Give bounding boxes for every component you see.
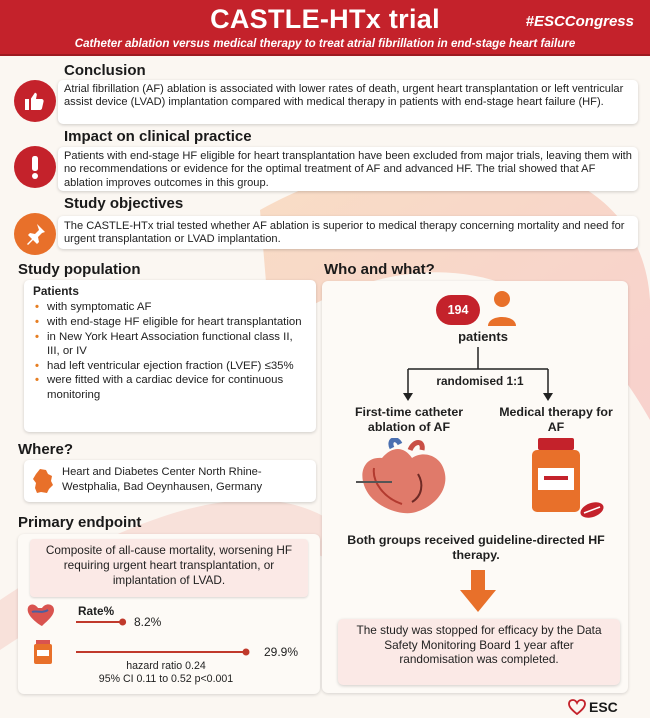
objectives-text: The CASTLE-HTx trial tested whether AF ablation is superior to medical therapy concerning mortality and need for urgent transplantation or LVAD implantation. (64, 220, 625, 246)
conclusion-text: Atrial fibrillation (AF) ablation is associated with lower rates of death, urgent heart transplantation or left ventricular assist device (LVAD) implantation compared with medical therapy in patients with end-stage heart failure (HF). (64, 83, 624, 109)
confidence-interval: 95% CI 0.11 to 0.52 p<0.001 (98, 673, 234, 685)
population-item: • with symptomatic AF (33, 300, 307, 314)
exclamation-icon (14, 146, 56, 188)
population-item: • were fitted with a cardiac device for continuous monitoring (33, 373, 307, 401)
pill-bottle-illustration (526, 434, 610, 526)
population-item: • in New York Heart Association functional class II, III, or IV (33, 330, 307, 358)
congress-hashtag: #ESCCongress (525, 13, 634, 30)
ablation-rate-value: 8.2% (134, 615, 162, 629)
esc-heart-logo-icon (568, 699, 586, 715)
impact-box (58, 147, 638, 191)
conclusion-box (58, 80, 638, 124)
page-subtitle: Catheter ablation versus medical therapy to treat atrial fibrillation in end-stage heart failure (74, 37, 576, 50)
medical-rate-value: 29.9% (264, 645, 299, 659)
thumbs-up-icon (14, 80, 56, 122)
who-heading: Who and what? (324, 261, 435, 278)
arm-ablation-label: First-time catheter ablation of AF (354, 405, 464, 434)
where-text: Heart and Diabetes Center North Rhine-Westphalia, Bad Oeynhausen, Germany (62, 466, 263, 493)
objectives-heading: Study objectives (64, 195, 184, 212)
conclusion-heading: Conclusion (64, 62, 146, 79)
population-label: Patients (33, 284, 79, 298)
population-item: • had left ventricular ejection fraction (LVEF) ≤35% (33, 359, 307, 373)
patient-count: 194 (447, 303, 469, 317)
impact-text: Patients with end-stage HF eligible for heart transplantation have been excluded from major trials, leaving them with no recommendations or evidence for the optimal treatment of AF and advanced HF. The trial showed that AF ablation improves outcomes in this group. (64, 150, 632, 189)
endpoint-heading: Primary endpoint (18, 514, 142, 531)
germany-map-icon (32, 468, 54, 494)
hazard-ratio: hazard ratio 0.24 (126, 660, 206, 672)
heart-ablation-illustration (352, 438, 462, 518)
rate-label: Rate% (78, 604, 115, 618)
impact-heading: Impact on clinical practice (64, 128, 252, 145)
endpoint-text: Composite of all-cause mortality, worsening HF requiring urgent heart transplantation, or implantation of LVAD. (45, 543, 293, 587)
patient-count-badge (436, 295, 480, 325)
population-list (33, 300, 307, 401)
objectives-box (58, 216, 638, 249)
patient-person-icon (486, 288, 518, 328)
header-banner (0, 0, 650, 56)
stopped-text: The study was stopped for efficacy by the Data Safety Monitoring Board 1 year after randomisation was completed. (356, 623, 602, 666)
population-heading: Study population (18, 261, 141, 278)
population-box (24, 280, 316, 432)
patients-label: patients (458, 329, 508, 344)
arm-medical-label: Medical therapy for AF (499, 405, 613, 434)
esc-brand: ESC (589, 699, 618, 715)
pin-icon (14, 213, 56, 255)
randomised-label: randomised 1:1 (425, 374, 535, 388)
page-title: CASTLE-HTx trial (210, 4, 440, 34)
where-heading: Where? (18, 441, 74, 458)
pill-bottle-icon (34, 640, 52, 664)
endpoint-definition-box (30, 539, 308, 597)
stopped-box (338, 619, 620, 685)
medical-rate-dot (243, 649, 250, 656)
both-groups-text: Both groups received guideline-directed HF therapy. (347, 533, 605, 562)
ablation-rate-dot (119, 619, 126, 626)
down-arrow-icon (458, 570, 498, 614)
where-box (24, 460, 316, 502)
heart-icon (28, 604, 54, 626)
population-item: • with end-stage HF eligible for heart transplantation (33, 315, 307, 329)
